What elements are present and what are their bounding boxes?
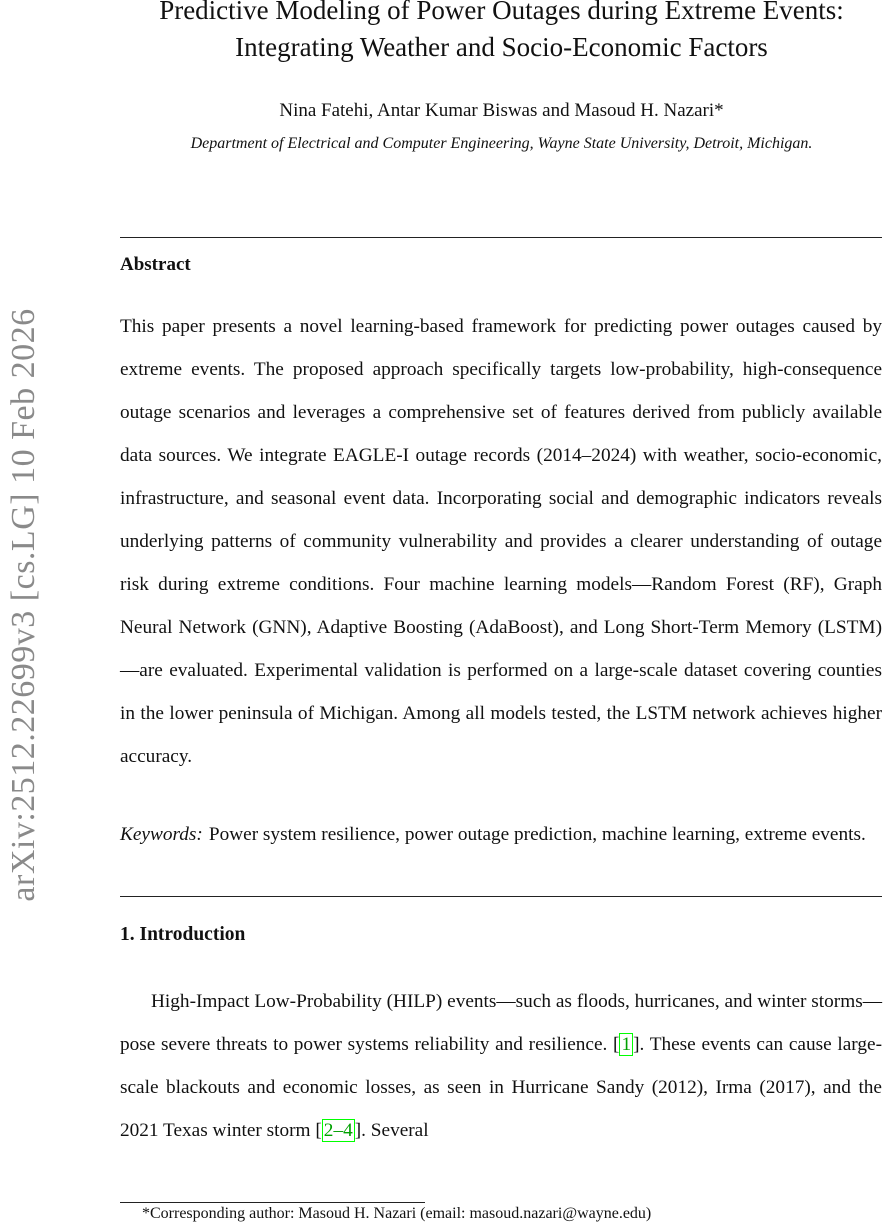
intro-text-part-3: . Several: [361, 1120, 429, 1141]
keywords-label: Keywords:: [120, 824, 203, 845]
introduction-paragraph: High-Impact Low-Probability (HILP) events—such as floods, hurricanes, and winter storms—pose severe threats to power systems reliability and resilience. [ 1 ]. These events can cause large-scale blackouts and economic losses, as seen in Hurricane Sandy (2012), Irma (2017), and the 2021 Texas winter storm [ 2–4 ]. Several: [120, 991, 882, 1141]
introduction-heading: 1. Introduction: [120, 924, 246, 945]
abstract-top-rule: [120, 237, 882, 238]
keywords: [120, 813, 882, 856]
citation-link[interactable]: 1: [621, 1034, 632, 1055]
keywords-text: Power system resilience, power outage prediction, machine learning, extreme events.: [208, 824, 866, 845]
abstract-text: This paper presents a novel learning-based framework for predicting power outages caused by extreme events. The proposed approach specifically targets low-probability, high-consequence outage scenarios and leverages a comprehensive set of features derived from publicly available data sources. We integrate EAGLE-I outage records (2014–2024) with weather, socio-economic, infrastructure, and seasonal event data. Incorporating social and demographic indicators reveals underlying patterns of community vulnerability and provides a clearer understanding of outage risk during extreme conditions. Four machine learning models—Random Forest (RF), Graph Neural Network (GNN), Adaptive Boosting (AdaBoost), and Long Short-Term Memory (LSTM) —are evaluated. Experimental validation is performed on a large-scale dataset covering counties in the lower peninsula of Michigan. Among all models tested, the LSTM network achieves higher accuracy.: [120, 316, 882, 767]
authors: Nina Fatehi, Antar Kumar Biswas and Masoud H. Nazari*: [279, 100, 724, 121]
abstract-heading: Abstract: [120, 254, 191, 275]
citation-link[interactable]: 2–4: [323, 1120, 353, 1141]
affiliation: Department of Electrical and Computer Engineering, Wayne State University, Detroit, Michigan.: [190, 135, 813, 152]
intro-text-part-1: High-Impact Low-Probability (HILP) events—such as floods, hurricanes, and winter storms—pose severe threats to power systems reliability and resilience.: [120, 991, 882, 1055]
footnote-rule: [120, 1202, 425, 1203]
abstract-bottom-rule: [120, 896, 882, 897]
paper-title: Predictive Modeling of Power Outages during Extreme Events: Integrating Weather and Socio-Economic Factors: [159, 0, 844, 62]
intro-text-part-2: . These events can cause large-scale blackouts and economic losses, as seen in Hurricane Sandy (2012), Irma (2017), and the 2021 Texas winter storm: [120, 1034, 882, 1141]
arxiv-identifier: arXiv:2512.22699v3 [cs.LG] 10 Feb 2026: [5, 308, 42, 902]
footnote: *Corresponding author: Masoud H. Nazari (email: masoud.nazari@wayne.edu): [142, 1205, 652, 1222]
